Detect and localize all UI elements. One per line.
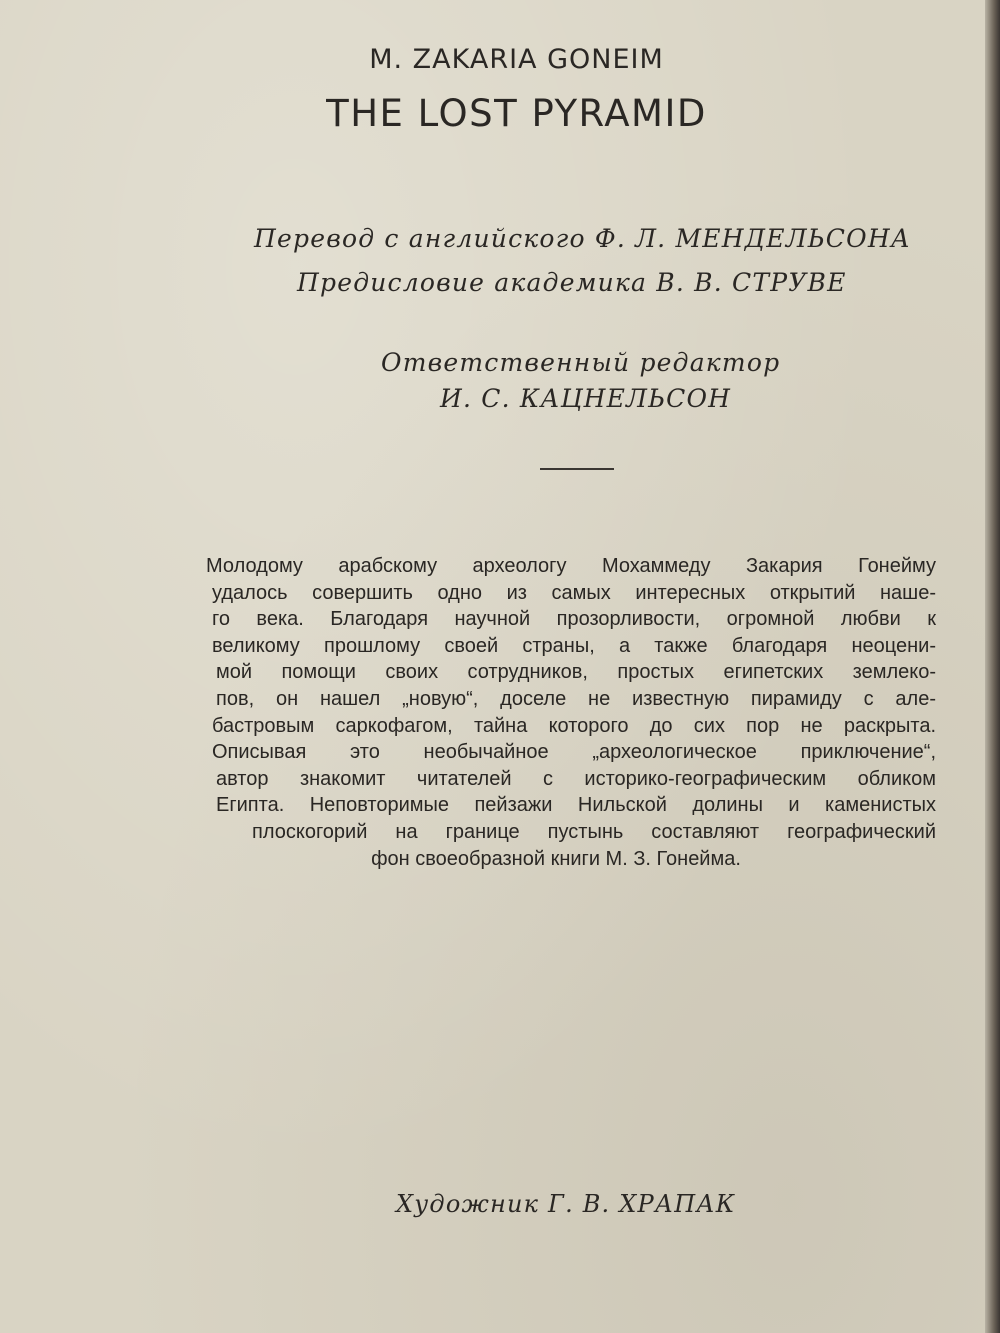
annotation-paragraph: [206, 553, 936, 872]
annotation-line: мой помощи своих сотрудников, простых египетских землеко-: [216, 661, 936, 684]
preface-credit: Предисловие академика В. В. СТРУВЕ: [297, 268, 847, 297]
book-title: THE LOST PYRAMID: [326, 92, 707, 135]
annotation-line: автор знакомит читателей с историко-географическим обликом: [216, 767, 936, 790]
annotation-line: великому прошлому своей страны, а также благодаря неоцени-: [212, 634, 936, 657]
page-edge-shadow: [985, 0, 1000, 1333]
author-name: M. ZAKARIA GONEIM: [369, 44, 664, 75]
translation-credit: Перевод с английского Ф. Л. МЕНДЕЛЬСОНА: [254, 224, 911, 253]
annotation-line: фон своеобразной книги М. З. Гонейма.: [371, 847, 741, 870]
annotation-line: пов, он нашел „новую“, доселе не известную пирамиду с але-: [216, 687, 936, 710]
artist-credit: Художник Г. В. ХРАПАК: [396, 1190, 736, 1218]
annotation-line: го века. Благодаря научной прозорливости, огромной любви к: [212, 608, 936, 631]
annotation-line: Египта. Неповторимые пейзажи Нильской долины и каменистых: [216, 794, 936, 817]
editor-name: И. С. КАЦНЕЛЬСОН: [440, 384, 732, 413]
annotation-line: бастровым саркофагом, тайна которого до сих пор не раскрыта.: [212, 714, 936, 737]
section-divider: [540, 468, 614, 470]
annotation-line: удалось совершить одно из самых интересных открытий наше-: [212, 581, 936, 604]
annotation-line: Молодому арабскому археологу Мохаммеду Закария Гонейму: [206, 555, 936, 577]
annotation-line: плоскогорий на границе пустынь составляют географический: [252, 820, 936, 843]
editor-role: Ответственный редактор: [381, 348, 781, 377]
annotation-line: Описывая это необычайное „археологическое приключение“,: [212, 741, 936, 764]
